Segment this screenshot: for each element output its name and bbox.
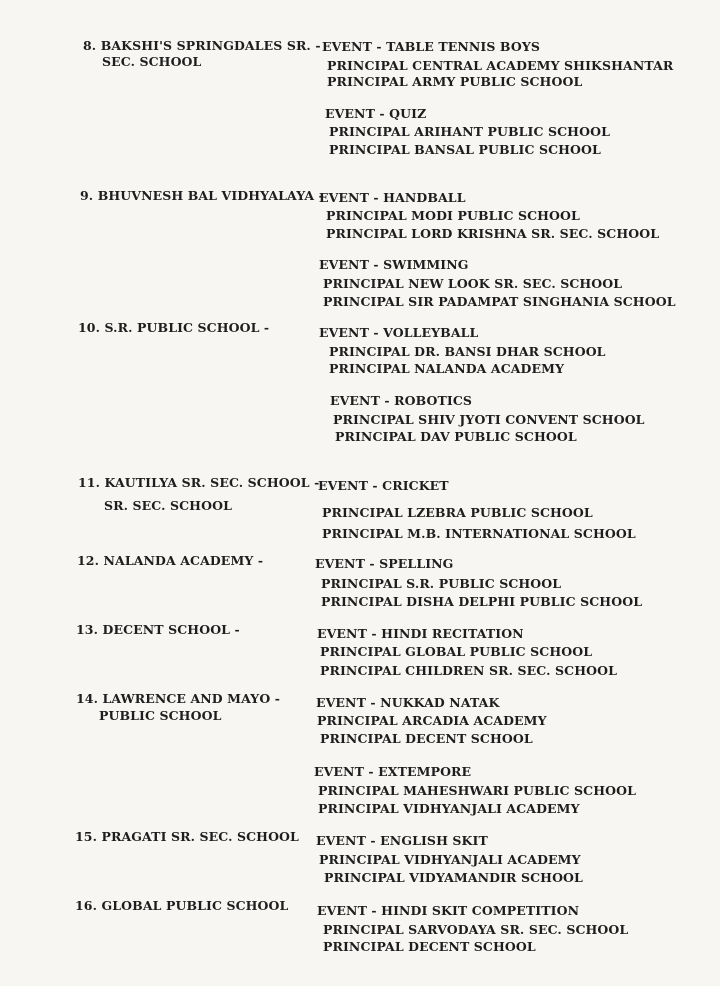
event-title: EVENT - EXTEMPORE — [314, 764, 472, 779]
principal-line: PRINCIPAL MODI PUBLIC SCHOOL — [326, 208, 580, 223]
principal-line: PRINCIPAL DECENT SCHOOL — [320, 731, 533, 746]
event-title: EVENT - HINDI SKIT COMPETITION — [317, 903, 580, 918]
school-name: 12. NALANDA ACADEMY - — [77, 553, 264, 568]
principal-line: PRINCIPAL MAHESHWARI PUBLIC SCHOOL — [318, 783, 636, 798]
principal-line: PRINCIPAL ARMY PUBLIC SCHOOL — [327, 74, 583, 89]
principal-line: PRINCIPAL ARIHANT PUBLIC SCHOOL — [329, 124, 610, 139]
principal-line: PRINCIPAL ARCADIA ACADEMY — [317, 713, 547, 728]
principal-line: PRINCIPAL VIDYAMANDIR SCHOOL — [324, 870, 583, 885]
school-name: 15. PRAGATI SR. SEC. SCHOOL — [75, 829, 299, 844]
principal-line: PRINCIPAL DAV PUBLIC SCHOOL — [335, 429, 577, 444]
principal-line: PRINCIPAL SARVODAYA SR. SEC. SCHOOL — [323, 922, 629, 937]
principal-line: PRINCIPAL DECENT SCHOOL — [323, 939, 536, 954]
principal-line: PRINCIPAL SHIV JYOTI CONVENT SCHOOL — [333, 412, 645, 427]
school-name-continued: PUBLIC SCHOOL — [99, 708, 222, 723]
principal-line: PRINCIPAL VIDHYANJALI ACADEMY — [318, 801, 580, 816]
event-title: EVENT - ENGLISH SKIT — [316, 833, 488, 848]
principal-line: PRINCIPAL S.R. PUBLIC SCHOOL — [321, 576, 562, 591]
school-name-continued: SEC. SCHOOL — [102, 54, 202, 69]
school-name: 11. KAUTILYA SR. SEC. SCHOOL - — [78, 475, 320, 490]
principal-line: PRINCIPAL SIR PADAMPAT SINGHANIA SCHOOL — [323, 294, 676, 309]
principal-line: PRINCIPAL GLOBAL PUBLIC SCHOOL — [320, 644, 593, 659]
principal-line: PRINCIPAL DISHA DELPHI PUBLIC SCHOOL — [321, 594, 643, 609]
principal-line: PRINCIPAL CHILDREN SR. SEC. SCHOOL — [320, 663, 617, 678]
event-title: EVENT - NUKKAD NATAK — [316, 695, 500, 710]
school-name: 13. DECENT SCHOOL - — [76, 622, 240, 637]
principal-line: PRINCIPAL M.B. INTERNATIONAL SCHOOL — [322, 526, 636, 541]
principal-line: PRINCIPAL VIDHYANJALI ACADEMY — [319, 852, 581, 867]
event-title: EVENT - QUIZ — [325, 106, 427, 121]
principal-line: PRINCIPAL CENTRAL ACADEMY SHIKSHANTAR — [327, 58, 674, 73]
principal-line: PRINCIPAL NEW LOOK SR. SEC. SCHOOL — [323, 276, 623, 291]
school-name: 14. LAWRENCE AND MAYO - — [76, 691, 281, 706]
principal-line: PRINCIPAL LORD KRISHNA SR. SEC. SCHOOL — [326, 226, 660, 241]
school-name: 9. BHUVNESH BAL VIDHYALAYA - — [80, 188, 324, 203]
principal-line: PRINCIPAL DR. BANSI DHAR SCHOOL — [329, 344, 606, 359]
school-name-continued: SR. SEC. SCHOOL — [104, 498, 232, 513]
event-title: EVENT - CRICKET — [318, 478, 449, 493]
principal-line: PRINCIPAL NALANDA ACADEMY — [329, 361, 565, 376]
event-title: EVENT - HINDI RECITATION — [317, 626, 524, 641]
event-title: EVENT - VOLLEYBALL — [319, 325, 479, 340]
event-title: EVENT - SPELLING — [315, 556, 454, 571]
principal-line: PRINCIPAL BANSAL PUBLIC SCHOOL — [329, 142, 601, 157]
school-name: 10. S.R. PUBLIC SCHOOL - — [78, 320, 270, 335]
event-title: EVENT - ROBOTICS — [330, 393, 473, 408]
principal-line: PRINCIPAL LZEBRA PUBLIC SCHOOL — [322, 505, 593, 520]
event-title: EVENT - HANDBALL — [319, 190, 466, 205]
school-name: 8. BAKSHI'S SPRINGDALES SR. - — [83, 38, 321, 53]
event-title: EVENT - TABLE TENNIS BOYS — [322, 39, 540, 54]
event-title: EVENT - SWIMMING — [319, 257, 469, 272]
school-name: 16. GLOBAL PUBLIC SCHOOL — [75, 898, 289, 913]
